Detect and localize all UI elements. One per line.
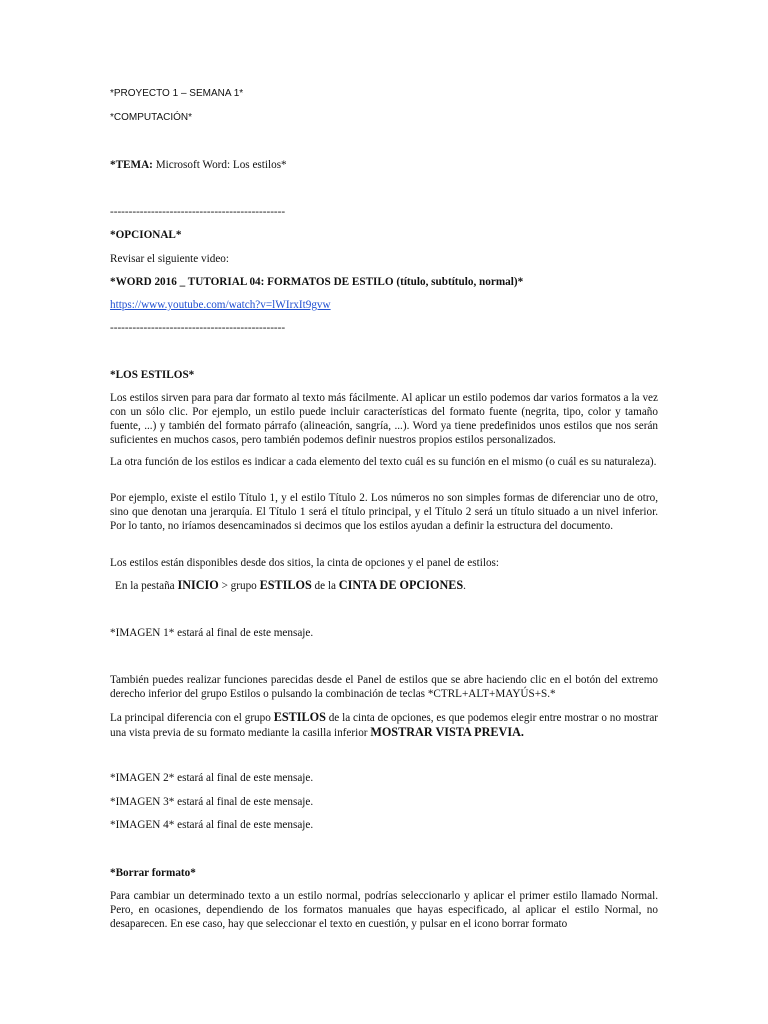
- styles-paragraph-4: Los estilos están disponibles desde dos sitios, la cinta de opciones y el panel de estilos:: [110, 557, 500, 569]
- styles-paragraph-7: La principal diferencia con el grupo ESTILOS de la cinta de opciones, es que podemos elegir entre mostrar o no mostrar una vista previa de su formato mediante la casilla inferior MOSTRAR VISTA PREVIA.: [110, 710, 659, 739]
- video-link[interactable]: https://www.youtube.com/watch?v=lWIrxIt9gvw: [110, 299, 331, 311]
- inicio-tab-ref: INICIO: [177, 578, 219, 592]
- mostrar-vista-previa-ref: MOSTRAR VISTA PREVIA.: [370, 725, 524, 739]
- styles-paragraph-6: También puedes realizar funciones parecidas desde el Panel de estilos que se abre haciendo clic en el botón del extremo derecho inferior del grupo Estilos o pulsando la combinación de teclas *CTRL+ALT+MAYÚS+S.*: [110, 674, 658, 700]
- styles-paragraph-5: En la pestaña INICIO > grupo ESTILOS de la CINTA DE OPCIONES.: [115, 578, 466, 592]
- styles-section-title: *LOS ESTILOS*: [110, 369, 195, 381]
- image-2-note: *IMAGEN 2* estará al final de este mensaje.: [110, 772, 314, 784]
- cinta-opciones-ref: CINTA DE OPCIONES: [338, 578, 464, 592]
- styles-paragraph-2: La otra función de los estilos es indicar a cada elemento del texto cuál es su función en el mismo (o cuál es su naturaleza).: [110, 456, 657, 468]
- image-4-note: *IMAGEN 4* estará al final de este mensaje.: [110, 819, 314, 831]
- clear-format-paragraph: Para cambiar un determinado texto a un estilo normal, podrías seleccionarlo y aplicar el primer estilo llamado Normal. Pero, en ocasiones, dependiendo de los formatos manuales que hayas especificado, al aplicar el estilo Normal, no desaparecen. En ese caso, hay que seleccionar el texto en cuestión, y pulsar en el icono borrar formato: [110, 890, 658, 930]
- project-heading: *PROYECTO 1 – SEMANA 1*: [110, 88, 244, 99]
- image-1-note: *IMAGEN 1* estará al final de este mensaje.: [110, 627, 314, 639]
- estilos-group-ref-2: ESTILOS: [273, 710, 326, 724]
- video-title: *WORD 2016 _ TUTORIAL 04: FORMATOS DE ESTILO (título, subtítulo, normal)*: [110, 276, 524, 288]
- clear-format-title: *Borrar formato*: [110, 867, 196, 879]
- topic-line: [110, 158, 287, 172]
- optional-title: *OPCIONAL*: [110, 229, 182, 241]
- topic-label: *TEMA:: [110, 159, 153, 171]
- divider-bottom: -----------------------------------------------: [110, 322, 286, 334]
- topic-value: Microsoft Word: Los estilos*: [152, 159, 287, 171]
- optional-instruction: Revisar el siguiente video:: [110, 253, 229, 265]
- styles-paragraph-1: Los estilos sirven para para dar formato al texto más fácilmente. Al aplicar un estilo podemos dar varios formatos a la vez con un sólo clic. Por ejemplo, un estilo puede incluir características del formato fuente (negrita, tipo, color y tamaño fuente, ...) y también del formato párrafo (alineación, sangría, ...). Word ya tiene predefinidos unos estilos que nos serán suficientes en muchos casos, pero también podemos definir nuestros propios estilos personalizados.: [110, 392, 658, 446]
- subject-heading: *COMPUTACIÓN*: [110, 112, 193, 123]
- estilos-group-ref: ESTILOS: [259, 578, 312, 592]
- styles-paragraph-3: Por ejemplo, existe el estilo Título 1, y el estilo Título 2. Los números no son simples formas de diferenciar uno de otro, sino que denotan una jerarquía. El Título 1 será el título principal, y el Título 2 será un título situado a un nivel inferior. Por lo tanto, no iríamos desencaminados si decimos que los estilos ayudan a definir la estructura del documento.: [110, 492, 658, 532]
- divider-top: -----------------------------------------------: [110, 206, 286, 218]
- image-3-note: *IMAGEN 3* estará al final de este mensaje.: [110, 796, 314, 808]
